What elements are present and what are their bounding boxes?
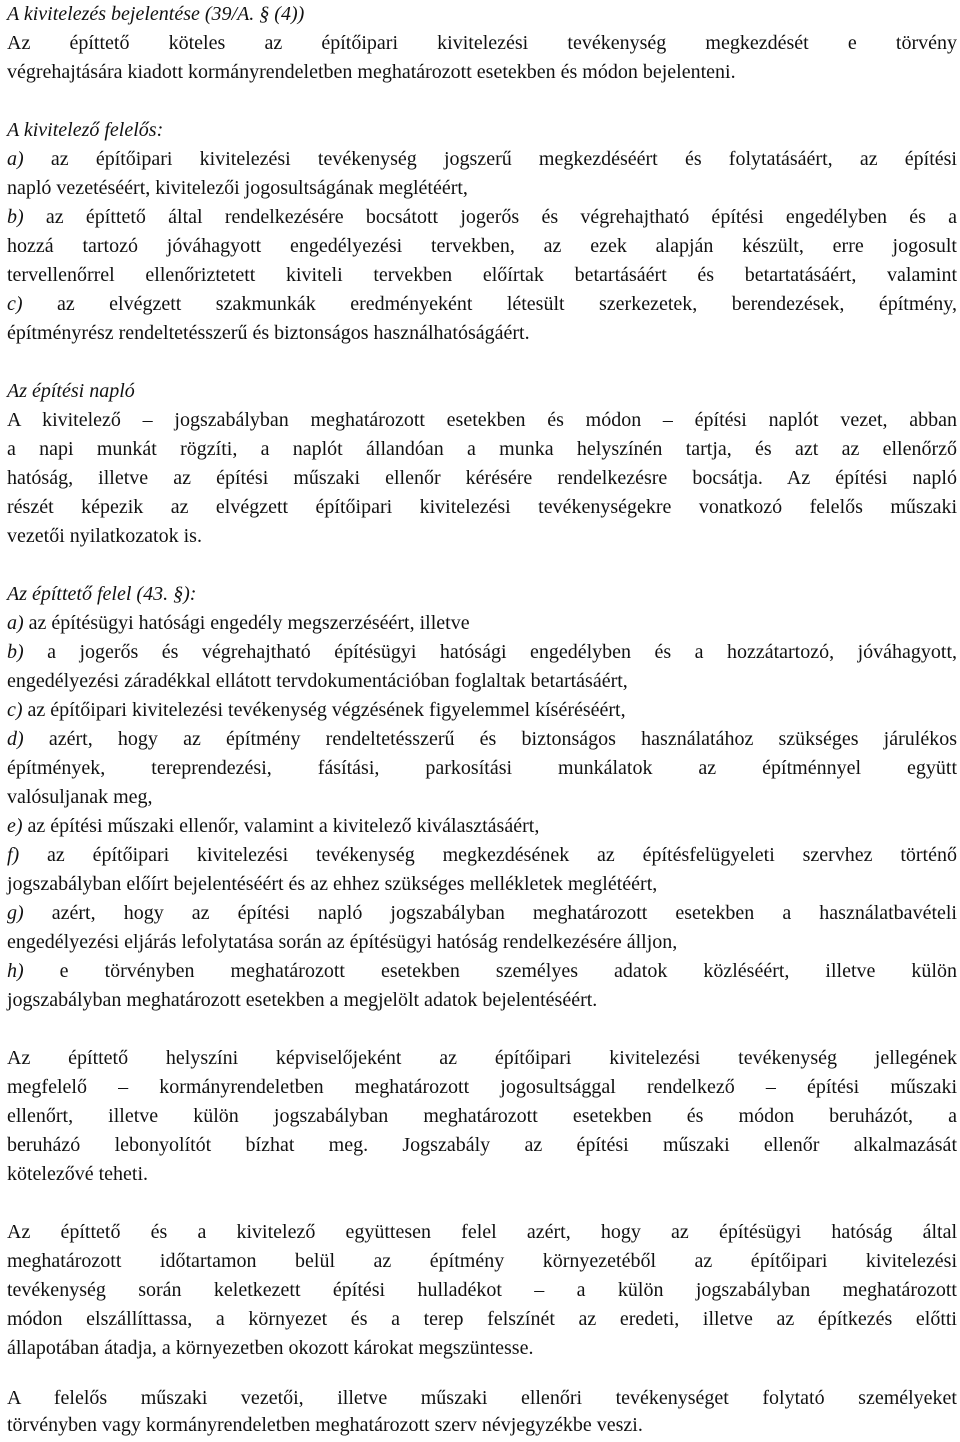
list-marker: c) bbox=[7, 699, 23, 721]
list-marker: a) bbox=[7, 148, 24, 170]
section-heading-epitteto-felel: Az építtető felel (43. §): bbox=[7, 583, 197, 605]
list-item-continuation: engedélyezési záradékkal ellátott tervdokumentációban foglaltak betartásáért, bbox=[7, 670, 628, 692]
list-item-text: az építésügyi hatósági engedély megszerzéséért, illetve bbox=[23, 612, 470, 634]
paragraph-line: beruházó lebonyolítót bízhat meg. Jogszabály az építési műszaki ellenőr alkalmazását bbox=[7, 1134, 957, 1156]
list-item-continuation: napló vezetéséért, kivitelezői jogosultságának meglétéért, bbox=[7, 177, 468, 199]
list-marker: g) bbox=[7, 902, 24, 924]
list-marker: b) bbox=[7, 206, 24, 228]
list-item-text: e törvényben meghatározott esetekben személyes adatok közléséért, illetve külön bbox=[23, 960, 957, 982]
list-item bbox=[7, 696, 626, 725]
paragraph-line: kötelezővé teheti. bbox=[7, 1163, 149, 1185]
list-item-text: az építtető által rendelkezésére bocsátott jogerős és végrehajtható építési engedélyben és a bbox=[23, 206, 957, 228]
list-item-continuation: jogszabályban meghatározott esetekben a megjelölt adatok bejelentéséért. bbox=[7, 989, 598, 1011]
list-marker: h) bbox=[7, 960, 24, 982]
paragraph-line: Az építtető köteles az építőipari kivitelezési tevékenység megkezdését e törvény bbox=[7, 32, 957, 54]
list-item-continuation: valósuljanak meg, bbox=[7, 786, 153, 808]
list-item-continuation: tervellenőrrel ellenőriztetett kiviteli tervekben előírtak betartásáért és betartatásáért, valamint bbox=[7, 264, 957, 286]
paragraph-line: végrehajtására kiadott kormányrendeletben meghatározott esetekben és módon bejelenteni. bbox=[7, 61, 736, 83]
paragraph-line: vezetői nyilatkozatok is. bbox=[7, 525, 202, 547]
list-item-continuation: engedélyezési eljárás lefolytatása során az építésügyi hatóság rendelkezésére álljon, bbox=[7, 931, 678, 953]
list-item bbox=[7, 899, 957, 928]
list-item bbox=[7, 290, 957, 319]
list-item-text: az építőipari kivitelezési tevékenység megkezdésének az építésfelügyeleti szervhez történő bbox=[19, 844, 957, 866]
list-item-text: az építőipari kivitelezési tevékenység jogszerű megkezdéséért és folytatásáért, az építési bbox=[23, 148, 957, 170]
list-marker: c) bbox=[7, 293, 23, 315]
list-marker: a) bbox=[7, 612, 24, 634]
list-item bbox=[7, 841, 957, 870]
list-item bbox=[7, 638, 957, 667]
list-item-continuation: jogszabályban előírt bejelentéséért és az ehhez szükséges mellékletek meglétéért, bbox=[7, 873, 658, 895]
paragraph-line: részét képezik az elvégzett építőipari kivitelezési tevékenységekre vonatkozó felelős műszaki bbox=[7, 496, 957, 518]
section-heading-kivitelezo-felelos: A kivitelező felelős: bbox=[7, 119, 164, 141]
paragraph-line: megfelelő – kormányrendeletben meghatározott jogosultsággal rendelkező – építési műszaki bbox=[7, 1076, 957, 1098]
list-item-text: azért, hogy az építési napló jogszabályban meghatározott esetekben a használatbavételi bbox=[23, 902, 957, 924]
list-item bbox=[7, 203, 957, 232]
list-item-text: az építőipari kivitelezési tevékenység végzésének figyelemmel kíséréséért, bbox=[22, 699, 626, 721]
list-marker: f) bbox=[7, 844, 20, 866]
paragraph-line: A kivitelező – jogszabályban meghatározott esetekben és módon – építési naplót vezet, abban bbox=[7, 409, 957, 431]
list-marker: e) bbox=[7, 815, 23, 837]
list-marker: b) bbox=[7, 641, 24, 663]
list-item-continuation: hozzá tartozó jóváhagyott engedélyezési tervekben, az ezek alapján készült, erre jogosult bbox=[7, 235, 957, 257]
paragraph-line: a napi munkát rögzíti, a naplót állandóan a munka helyszínén tartja, és azt az ellenőrző bbox=[7, 438, 957, 460]
paragraph-line: hatóság, illetve az építési műszaki ellenőr kérésére rendelkezésre bocsátja. Az építési napló bbox=[7, 467, 957, 489]
list-item-continuation: építményrész rendeltetésszerű és biztonságos használhatóságáért. bbox=[7, 322, 530, 344]
paragraph-line: Az építtető és a kivitelező együttesen felel azért, hogy az építésügyi hatóság által bbox=[7, 1221, 957, 1243]
list-marker: d) bbox=[7, 728, 24, 750]
list-item-text: a jogerős és végrehajtható építésügyi hatósági engedélyben és a hozzátartozó, jóváhagyott, bbox=[23, 641, 957, 663]
list-item-continuation: építmények, tereprendezési, fásítási, parkosítási munkálatok az építménnyel együtt bbox=[7, 757, 957, 779]
list-item bbox=[7, 609, 470, 638]
paragraph-line: meghatározott időtartamon belül az építmény környezetéből az építőipari kivitelezési bbox=[7, 1250, 957, 1272]
list-item-text: az elvégzett szakmunkák eredményeként létesült szerkezetek, berendezések, építmény, bbox=[22, 293, 957, 315]
paragraph-line: ellenőrt, illetve külön jogszabályban meghatározott esetekben és módon beruházót, a bbox=[7, 1105, 957, 1127]
section-heading-epitesi-naplo: Az építési napló bbox=[7, 380, 135, 402]
paragraph-line: állapotában átadja, a környezetben okozott károkat megszüntesse. bbox=[7, 1337, 534, 1359]
paragraph-line: törvényben vagy kormányrendeletben meghatározott szerv névjegyzékbe veszi. bbox=[7, 1414, 643, 1436]
list-item-text: az építési műszaki ellenőr, valamint a kivitelező kiválasztásáért, bbox=[22, 815, 540, 837]
paragraph-line: A felelős műszaki vezetői, illetve műszaki ellenőri tevékenységet folytató személyeket bbox=[7, 1387, 957, 1409]
paragraph-line: Az építtető helyszíni képviselőjeként az építőipari kivitelezési tevékenység jellegének bbox=[7, 1047, 957, 1069]
list-item bbox=[7, 957, 957, 986]
paragraph-line: módon elszállíttassa, a környezet és a terep felszínét az eredeti, illetve az építkezés előtti bbox=[7, 1308, 957, 1330]
section-heading-bejelentes: A kivitelezés bejelentése (39/A. § (4)) bbox=[7, 3, 305, 25]
list-item bbox=[7, 145, 957, 174]
list-item-text: azért, hogy az építmény rendeltetésszerű és biztonságos használatához szükséges járulékos bbox=[23, 728, 957, 750]
list-item bbox=[7, 812, 539, 841]
paragraph-line: tevékenység során keletkezett építési hulladékot – a külön jogszabályban meghatározott bbox=[7, 1279, 957, 1301]
list-item bbox=[7, 725, 957, 754]
